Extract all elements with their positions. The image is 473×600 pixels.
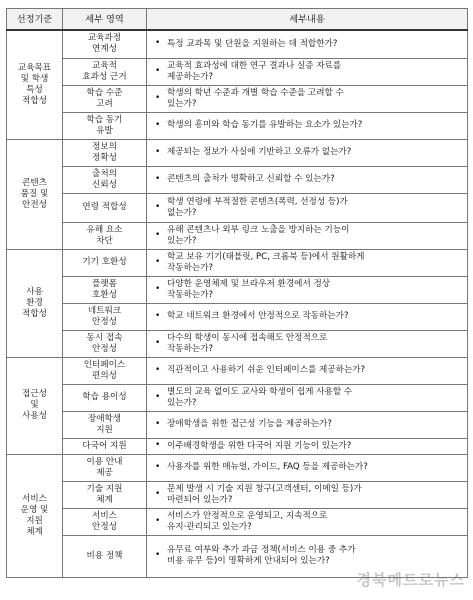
criterion-cell: 접근성 및 사용성: [7, 357, 63, 454]
table-row: [7, 30, 468, 58]
bullet-icon: •: [155, 65, 161, 76]
detail-text: 문제 발생 시 기술 지원 창구(고객센터, 이메일 등)가 마련되어 있는가?: [167, 483, 362, 505]
header-criterion: 선정기준: [7, 9, 63, 31]
area-cell: 장애학생 지원: [63, 411, 147, 438]
detail-text: 특정 교과목 및 단원을 지원하는 데 적합한가?: [167, 38, 338, 49]
table-row: [7, 481, 468, 508]
area-cell: 기기 호환성: [63, 249, 147, 276]
detail-cell: [147, 303, 468, 330]
area-cell: 플랫폼 호환성: [63, 276, 147, 303]
area-cell: 교육적 효과성 근거: [63, 58, 147, 85]
area-cell: 비용 정책: [63, 535, 147, 577]
watermark-logo: 경북메트로뉴스: [356, 571, 465, 589]
area-cell: 동시 접속 안정성: [63, 330, 147, 357]
area-cell: 교육과정 연계성: [63, 30, 147, 58]
area-cell: 기술 지원 체계: [63, 481, 147, 508]
table-row: [7, 222, 468, 249]
detail-text: 다수의 학생이 동시에 접속해도 안정적으로 작동하는가?: [167, 332, 328, 354]
bullet-icon: •: [155, 440, 161, 450]
table-row: [7, 330, 468, 357]
table-row: [7, 384, 468, 411]
area-cell: 학습 동기 유발: [63, 112, 147, 139]
table-row: [7, 411, 468, 438]
header-detail: 세부내용: [147, 9, 468, 31]
header-area: 세부 영역: [63, 9, 147, 31]
detail-text: 직관적이고 사용하기 쉬운 인터페이스를 제공하는가?: [167, 365, 366, 375]
bullet-icon: •: [155, 364, 161, 375]
area-cell: 인터페이스 편의성: [63, 357, 147, 384]
detail-text: 학교 보유 기기(태블릿, PC, 크롬북 등)에서 원활하게 작동하는가?: [167, 251, 365, 273]
table-row: [7, 193, 468, 222]
table-row: [7, 249, 468, 276]
detail-text: 서비스가 안정적으로 운영되고, 지속적으로 유지·관리되고 있는가?: [167, 510, 328, 532]
detail-text: 이주배경학생을 위한 다국어 지원 기능이 있는가?: [167, 440, 352, 451]
detail-cell: [147, 454, 468, 481]
area-cell: 정보의 정확성: [63, 139, 147, 166]
bullet-icon: •: [155, 38, 161, 49]
detail-cell: [147, 58, 468, 85]
table-row: [7, 58, 468, 85]
table-row: [7, 508, 468, 535]
detail-cell: [147, 481, 468, 508]
table-row: [7, 112, 468, 139]
bullet-icon: •: [155, 229, 161, 240]
criterion-cell: 사용 환경 적합성: [7, 249, 63, 357]
table-body: [7, 30, 468, 577]
detail-text: 학생의 학년 수준과 개별 학습 수준을 고려할 수 있는가?: [167, 87, 344, 109]
table-row: [7, 438, 468, 454]
detail-text: 장애학생을 위한 접근성 기능을 제공하는가?: [167, 419, 332, 429]
detail-cell: [147, 276, 468, 303]
detail-cell: [147, 438, 468, 454]
table-row: [7, 303, 468, 330]
criterion-cell: 서비스 운영 및 지원 체계: [7, 454, 63, 577]
area-cell: 네트워크 안정성: [63, 303, 147, 330]
bullet-icon: •: [155, 337, 161, 348]
table-row: [7, 276, 468, 303]
bullet-icon: •: [155, 92, 161, 103]
bullet-icon: •: [155, 256, 161, 267]
detail-text: 유해 콘텐츠나 외부 링크 노출을 방지하는 기능이 있는가?: [167, 224, 350, 246]
area-cell: 학습 용이성: [63, 384, 147, 411]
bullet-icon: •: [155, 283, 161, 294]
table-row: [7, 85, 468, 112]
area-cell: 다국어 지원: [63, 438, 147, 454]
detail-text: 사용자를 위한 매뉴얼, 가이드, FAQ 등을 제공하는가?: [167, 462, 368, 472]
table-row: [7, 357, 468, 384]
criterion-cell: 콘텐츠 품질 및 안전성: [7, 139, 63, 249]
table-row: [7, 454, 468, 481]
detail-text: 제공되는 정보가 사실에 기반하고 오류가 없는가?: [167, 147, 352, 157]
bullet-icon: •: [155, 515, 161, 526]
bullet-icon: •: [155, 201, 161, 212]
detail-text: 학생의 흥미와 학습 동기를 유발하는 요소가 있는가?: [167, 120, 363, 130]
bullet-icon: •: [155, 310, 161, 321]
detail-cell: [147, 30, 468, 58]
detail-cell: [147, 222, 468, 249]
bullet-icon: •: [155, 488, 161, 499]
bullet-icon: •: [155, 418, 161, 429]
area-cell: 유해 요소 차단: [63, 222, 147, 249]
table-row: [7, 166, 468, 193]
bullet-icon: •: [155, 146, 161, 157]
detail-text: 교육적 효과성에 대한 연구 결과나 실증 자료를 제공하는가?: [167, 60, 342, 82]
detail-cell: [147, 384, 468, 411]
detail-cell: [147, 411, 468, 438]
criterion-cell: 교육목표 및 학생 특성 적합성: [7, 30, 63, 139]
evaluation-criteria-table: [6, 8, 468, 578]
detail-text: 별도의 교육 없이도 교사와 학생이 쉽게 사용할 수 있는가?: [167, 386, 353, 408]
area-cell: 학습 수준 고려: [63, 85, 147, 112]
bullet-icon: •: [155, 461, 161, 472]
area-cell: 연령 적합성: [63, 193, 147, 222]
detail-cell: [147, 112, 468, 139]
area-cell: 서비스 안정성: [63, 508, 147, 535]
table-header-row: [7, 9, 468, 31]
detail-cell: [147, 85, 468, 112]
detail-cell: [147, 139, 468, 166]
area-cell: 출처의 신뢰성: [63, 166, 147, 193]
area-cell: 이용 안내 제공: [63, 454, 147, 481]
bullet-icon: •: [155, 173, 161, 184]
detail-text: 학교 네트워크 환경에서 안정적으로 작동하는가?: [167, 311, 349, 321]
detail-text: 다양한 운영체제 및 브라우저 환경에서 정상 작동하는가?: [167, 278, 331, 300]
detail-text: 콘텐츠의 출처가 명확하고 신뢰할 수 있는가?: [167, 174, 335, 184]
detail-cell: [147, 508, 468, 535]
detail-cell: [147, 357, 468, 384]
bullet-icon: •: [155, 119, 161, 130]
detail-text: 학생 연령에 부적절한 콘텐츠(폭력, 선정성 등)가 없는가?: [167, 196, 348, 218]
bullet-icon: •: [155, 550, 161, 560]
detail-cell: [147, 330, 468, 357]
detail-cell: [147, 193, 468, 222]
bullet-icon: •: [155, 391, 161, 402]
table-row: [7, 139, 468, 166]
detail-cell: [147, 249, 468, 276]
detail-cell: [147, 166, 468, 193]
detail-text: 유무료 여부와 추가 과금 정책(서비스 이용 중 추가 비용 유무 등)이 명확하게 안내되어 있는가?: [167, 545, 356, 566]
